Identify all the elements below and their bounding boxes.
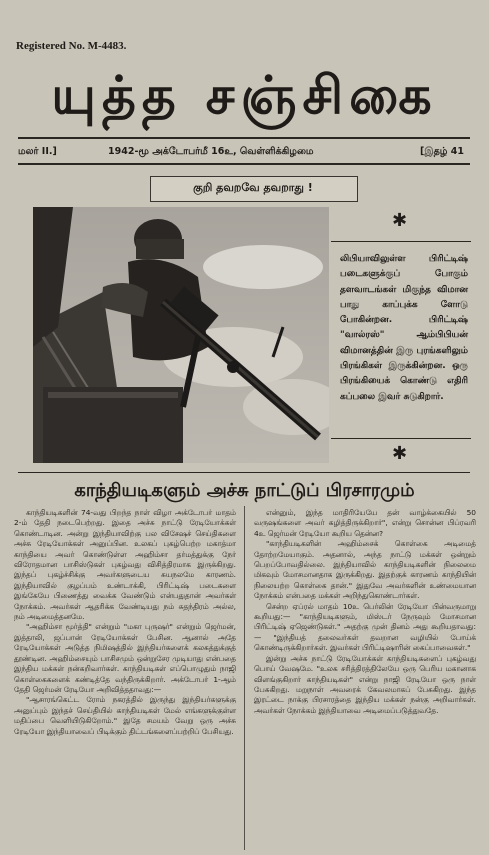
article-rule — [18, 472, 470, 473]
issue-number: [இதழ் 41 — [420, 146, 464, 157]
sidebar-rule-top — [331, 241, 471, 242]
photo-caption: குறி தவறவே தவறாது ! — [193, 181, 313, 194]
registration-number: Registered No. M-4483. — [16, 40, 127, 52]
masthead-rule-bottom — [18, 163, 470, 165]
gunner-photo-illustration — [33, 207, 329, 463]
paragraph: "ஆசாரங்கெட்ட ரோம் நகரத்தில் இருந்து இந்தியர்களுக்கு அனுப்பும் இந்தச் செய்தியில் காந்தியடிகள் மேல் எங்களுக்குள்ள மதிப்பை வெளியிடுகிறோம்." இதே சமயம் வேறு ஒரு அச்சு ரேடியோ இந்தியாவைப் பிடிக்கும் திட்டங்களைப்பற்றிப் பேசியது. — [14, 695, 236, 736]
paragraph: காந்தியடிகளின் 74-வது பிறந்த நாள் விழா அக்டோபர் மாதம் 2-ம் தேதி நடைபெற்றது. இதை அச்சு நாட்டு ரேடியோக்கள் கொண்டாடின. அன்று இந்தியாவிற்கு பல விசேஷச் செய்திகளை அச்சு ரேடியோக்கள் அனுப்பின. உலகப் புகழ்பெற்ற மகாத்மா காந்தியை அவர் கொண்டுள்ள அஹிம்சா தர்மத்துக்கு நேர் விரோதமான பாசிஸ்டுகள் புகழ்வது விசித்திரமாக இருக்கிறது. இந்தப் புகழ்ச்சிக்கு அவர்களுடைய சுயநலமே காரணம். இந்தியாவில் குழப்பம் உண்டாக்கி, பிரிட்டிஷ் படைகளை இங்கேயே பிணைத்து வைக்க வேண்டும் என்பதுதான் அவர்கள் நோக்கம். அவர்கள் ஆதரிக்க வேண்டியது நம் சுதந்திரம் அல்ல, நம் அடிமைத்தனமே. — [14, 508, 236, 622]
article-column-right — [254, 508, 476, 716]
paragraph: இன்று அச்சு நாட்டு ரேடியோக்கள் காந்தியடிகளைப் புகழ்வது பொய் வேஷமே. "உலக சரித்திரத்திலேயே ஒரு பெரிய மகானாக விளங்குகிறார் காந்தியடிகள்" என்று நாஜி ரேடியோ ஒரு நாள் பேசுகிறது. மறுநாள் அவரைக் கேவலமாகப் பேசுகிறது. இந்த இரட்டை நாக்கு பிரசாரத்தை இந்திய மக்கள் நன்கு அறிவார்கள். அவர்கள் நோக்கம் இந்தியாவை அடிமைப்படுத்துவதே. — [254, 653, 476, 715]
newspaper-title: யுத்த சஞ்சிகை — [51, 66, 438, 126]
sidebar-rule-bottom — [331, 438, 471, 439]
paragraph: என்னும், இந்த மாதிரியேயே தன் வாழ்க்கையில் 50 வருஷங்களை அவர் கழித்திருக்கிறார்", என்று சொன்ன பிப்ரவரி 4உ ஜெர்மன் ரேடியோ கூறிய தென்ன? — [254, 508, 476, 538]
article-headline: காந்தியடிகளும் அச்சு நாட்டுப் பிரசாரமும் — [74, 480, 415, 501]
article-column-left — [14, 508, 236, 737]
asterisk-icon: ✱ — [392, 443, 408, 464]
volume-label: மலர் II.] — [18, 146, 57, 157]
sidebar-text: லிபியாவிலுள்ள பிரிட்டிஷ் படைகளுக்குப் போகும் தளவாடங்கள் மிகுந்த விமான பாது காப்புக்க ளோடு போகின்றன. பிரிட்டிஷ் "வால்ரஸ்" ஆம்பிபியன் விமானத்தின் இரு புரங்களிலும் பிரங்கிகள் இருக்கின்றன. ஒரு பிரங்கியைக் கொண்டு எதிரி கப்பலை இவர் சுடுகிறார். — [340, 254, 468, 402]
masthead-rule-top — [18, 137, 470, 139]
gunner-photo — [33, 207, 329, 463]
paragraph: சென்ற ஏப்ரல் மாதம் 10உ பெர்லின் ரேடியோ பின்வருமாறு கூறியது:— "காந்தியடிகளும், மிஸ்டர் நேருவும் மோசமான பிரிட்டிஷ் ஏஜெண்டுகள்." அதற்கு முன் தினம் அது கூறியதாவது:— "இந்தியத் தலைவர்கள் தவறான வழியில் போய்க் கொண்டிருக்கிறார்கள். இவர்கள் பிரிட்டிஷாரின் கைப்பாவைகள்." — [254, 601, 476, 653]
column-divider — [244, 506, 245, 850]
issue-date: 1942-மூ அக்டோபர்மீ 16உ, வெள்ளிக்கிழமை — [108, 146, 314, 157]
paragraph: "காந்தியடிகளின் அஹிம்சைக் கொள்கை அடிமைத் தோற்றமேயாகும். அதனால், அந்த நாட்டு மக்கள் ஒன்றும் பெறப்போவதில்லை. இந்தியாவில் காந்தியடிகளின் நிலைமை மிகவும் மோசமானதாக இருக்கிறது. இதற்குக் காரணம் காந்தியின் நிலையற்ற கொள்கை தான்." இதுவே அவர்களின் உண்மையான நோக்கம் என்பதை மக்கள் அறிந்துகொண்டார்கள். — [254, 539, 476, 601]
asterisk-icon: ✱ — [392, 210, 408, 231]
paragraph: "அஹிம்சா மூர்த்தி" என்றும் "மகா புருஷர்" என்றும் ஜெர்மன், இத்தாலி, ஜப்பான் ரேடியோக்கள் பேசின. ஆனால் அதே ரேடியோக்கள் அடுத்த நிமிஷத்தில் இந்தியர்களைக் கலகத்துக்குத் தூண்டின. அஹிம்சையும் பாசிசமும் ஒன்றுசேர முடியாது என்பதை இந்திய மக்கள் நன்கறிவார்கள். காந்தியடிகள் எப்பொழுதும் நாஜி கொள்கைகளைக் கண்டித்தே வந்திருக்கிறார். அக்டோபர் 1-ஆம் தேதி ஜெர்மன் ரேடியோ அறிவித்ததாவது:— — [14, 622, 236, 694]
